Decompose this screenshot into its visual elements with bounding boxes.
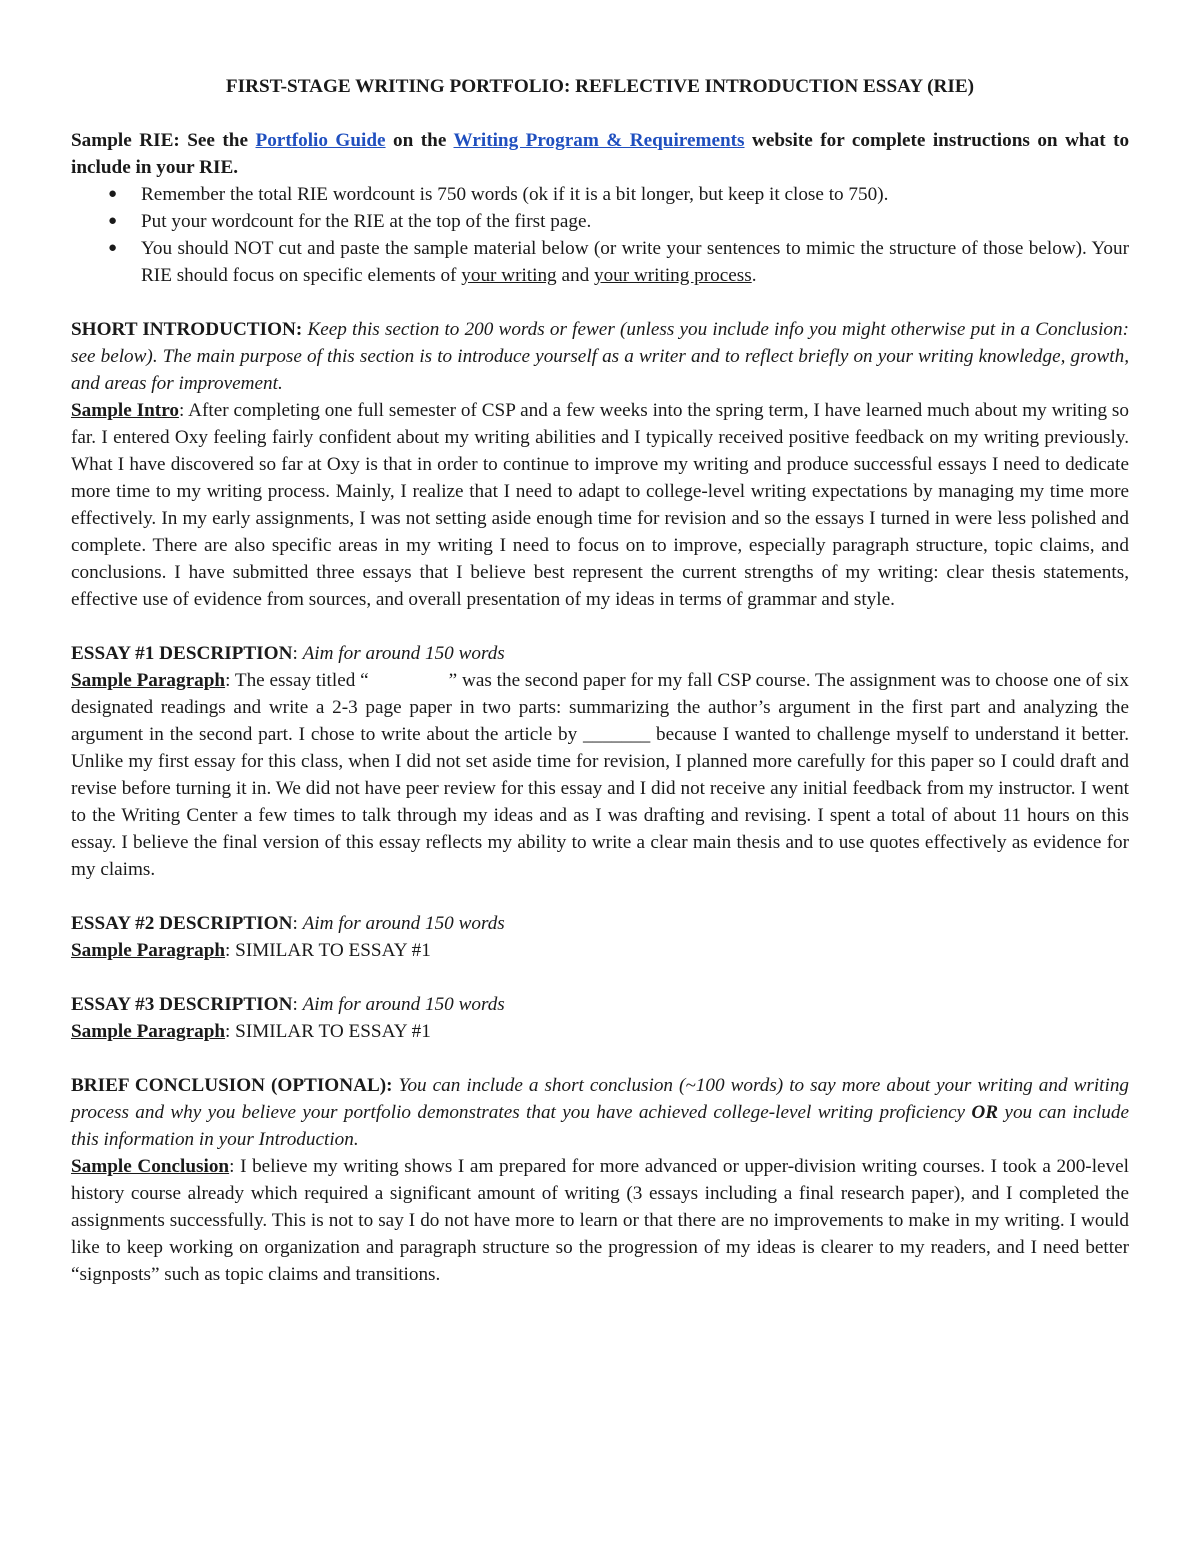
sample-rie-tail: website for complete instructions on what to include in your RIE.	[71, 130, 1130, 178]
sample-rie-on-the: on the	[393, 130, 447, 151]
essay1-colon: :	[292, 643, 298, 664]
bullet-text: You should NOT cut and paste the sample material below (or write your sentences to mimic the structure of those below). Your RIE should focus on specific elements of	[141, 238, 1129, 286]
conclusion-instructions	[71, 1072, 1129, 1153]
instruction-bullets	[71, 181, 1129, 289]
essay3-heading-line	[71, 991, 1129, 1018]
conclusion-heading: BRIEF CONCLUSION (OPTIONAL):	[71, 1075, 393, 1096]
bullet-and: and	[561, 265, 590, 286]
essay1-heading-line	[71, 640, 1129, 667]
essay2-aim: Aim for around 150 words	[302, 913, 505, 934]
bullet-end: .	[751, 265, 757, 286]
list-item	[108, 181, 1129, 208]
sample-intro-text: : After completing one full semester of CSP and a few weeks into the spring term, I have learned much about my writing so far. I entered Oxy feeling fairly confident about my writing abilities and I typically received positive feedback on my writing previously. What I have discovered so far at Oxy is that in order to continue to improve my writing and produce successful essays I need to dedicate more time to my writing process. Mainly, I realize that I need to adapt to college-level writing expectations by managing my time more effectively. In my early assignments, I was not setting aside enough time for revision and so the essays I turned in were less polished and complete. There are also specific areas in my writing I need to focus on to improve, especially paragraph structure, topic claims, and conclusions. I have submitted three essays that I believe best represent the current strengths of my writing: clear thesis statements, effective use of evidence from sources, and overall presentation of my ideas in terms of grammar and style.	[71, 400, 1129, 610]
underlined-your-writing-process: your writing process	[593, 265, 752, 286]
essay2-sample-paragraph	[71, 937, 1129, 964]
essay3-text: : SIMILAR TO ESSAY #1	[225, 1021, 431, 1042]
sample-conclusion-paragraph	[71, 1153, 1129, 1288]
intro-instructions-text: Keep this section to 200 words or fewer (unless you include info you might otherwise put in a Conclusion: see below). The main purpose of this section is to introduce yourself as a writer and to reflect briefly on your writing knowledge, growth, and areas for improvement.	[71, 319, 1130, 394]
writing-program-link[interactable]: Writing Program & Requirements	[453, 130, 745, 151]
essay1-sample-paragraph	[71, 667, 1129, 883]
bullet-icon: ●	[108, 213, 118, 229]
sample-conclusion-label: Sample Conclusion	[71, 1156, 230, 1177]
essay2-sample-label: Sample Paragraph	[71, 940, 226, 961]
sample-conclusion-text: : I believe my writing shows I am prepared for more advanced or upper-division writing courses. I took a 200-level history course already which required a significant amount of writing (3 essays including a final research paper), and I completed the assignments successfully. This is not to say I do not have more to learn or that there are no improvements to make in my writing. I would like to keep working on organization and paragraph structure so the progression of my ideas is clearer to my readers, and I need better “signposts” such as topic claims and transitions.	[71, 1156, 1129, 1285]
sample-intro-label: Sample Intro	[71, 400, 179, 421]
essay1-text-a: : The essay titled “	[225, 670, 369, 691]
underlined-your-writing: your writing	[461, 265, 557, 286]
document-page	[71, 73, 1129, 1288]
essay1-text-b: ” was the second paper for my fall CSP course. The assignment was to choose one of six designated readings and write a 2-3 page paper in two parts: summarizing the author’s argument in the first part and analyzing the argument in the second part. I chose to write about the article by _______ because I wanted to challenge myself to understand it better. Unlike my first essay for this class, when I did not set aside time for revision, I planned more carefully for this paper so I could draft and revise before turning it in. We did not have peer review for this essay and I did not receive any initial feedback from my instructor. I went to the Writing Center a few times to talk through my ideas and as I was drafting and revising. I spent a total of about 11 hours on this essay. I believe the final version of this essay reflects my ability to write a clear main thesis and to use quotes effectively as evidence for my claims.	[71, 670, 1129, 880]
bullet-icon: ●	[108, 186, 118, 202]
essay2-heading-line	[71, 910, 1129, 937]
essay2-text: : SIMILAR TO ESSAY #1	[225, 940, 431, 961]
essay3-aim: Aim for around 150 words	[302, 994, 505, 1015]
essay3-colon: :	[292, 994, 298, 1015]
list-item	[108, 208, 1129, 235]
bullet-icon: ●	[108, 240, 118, 256]
sample-intro-paragraph	[71, 397, 1129, 613]
list-item	[108, 235, 1129, 289]
essay2-heading: ESSAY #2 DESCRIPTION	[71, 913, 293, 934]
essay1-sample-label: Sample Paragraph	[71, 670, 226, 691]
essay3-sample-label: Sample Paragraph	[71, 1021, 226, 1042]
essay3-sample-paragraph	[71, 1018, 1129, 1045]
conclusion-or: OR	[971, 1102, 999, 1123]
sample-rie-lead: Sample RIE: See the	[71, 130, 248, 151]
portfolio-guide-link[interactable]: Portfolio Guide	[255, 130, 386, 151]
essay3-heading: ESSAY #3 DESCRIPTION	[71, 994, 293, 1015]
essay1-aim: Aim for around 150 words	[302, 643, 505, 664]
intro-heading: SHORT INTRODUCTION:	[71, 319, 303, 340]
essay2-colon: :	[292, 913, 298, 934]
intro-instructions	[71, 316, 1129, 397]
bullet-text: Remember the total RIE wordcount is 750 words (ok if it is a bit longer, but keep it close to 750).	[141, 184, 889, 205]
page-title: FIRST-STAGE WRITING PORTFOLIO: REFLECTIVE INTRODUCTION ESSAY (RIE)	[225, 76, 975, 97]
conclusion-instructions-b: you can include this information in your Introduction.	[71, 1102, 1129, 1150]
bullet-text: Put your wordcount for the RIE at the top of the first page.	[141, 211, 592, 232]
conclusion-instructions-a: You can include a short conclusion (~100 words) to say more about your writing and writing process and why you believe your portfolio demonstrates that you have achieved college-level writing proficiency	[71, 1075, 1130, 1123]
sample-rie-instructions	[71, 127, 1129, 181]
essay1-heading: ESSAY #1 DESCRIPTION	[71, 643, 293, 664]
